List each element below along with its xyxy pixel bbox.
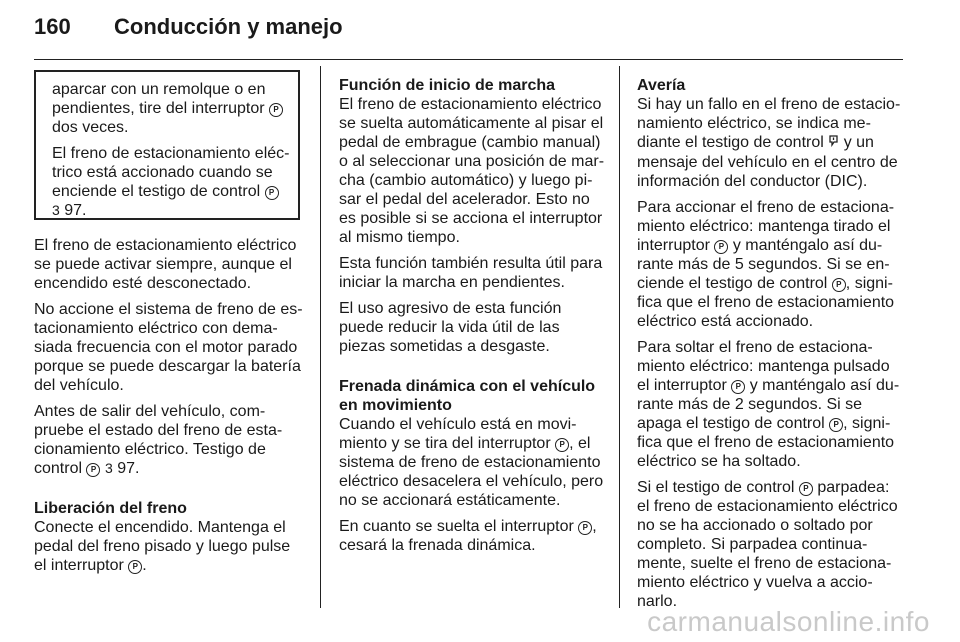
- parking-brake-icon: P: [578, 521, 592, 535]
- page-reference: 97.: [64, 202, 87, 219]
- paragraph: No accione el sistema de freno de estacionamiento eléctrico con demasiada frecuencia con el motor parado porque se puede descargar la batería del vehículo.: [34, 301, 303, 394]
- parking-brake-icon: P: [86, 463, 100, 477]
- parking-brake-icon: P: [832, 278, 846, 292]
- column-3: [637, 76, 905, 618]
- paragraph: Para accionar el freno de estacionamiento eléctrico: mantenga tirado el interruptor P y manténgalo así durante más de 5 segundos. Si se enciende el testigo de control P , significa que el freno de estacionamiento eléctrico está accionado.: [637, 199, 895, 330]
- column-2: [339, 76, 609, 562]
- section-heading: Liberación del freno: [34, 500, 187, 517]
- warning-lamp-icon: [828, 134, 839, 153]
- watermark: carmanualsonline.info: [647, 606, 930, 637]
- section-heading: Frenada dinámica con el vehículo en movimiento: [339, 378, 596, 414]
- paragraph: Si hay un fallo en el freno de estacionamiento eléctrico, se indica mediante el testigo de control y un mensaje del vehículo en el centro de información del conductor (DIC).: [637, 96, 901, 190]
- paragraph: En cuanto se suelta el interruptor P , cesará la frenada dinámica.: [339, 518, 597, 554]
- paragraph: Cuando el vehículo está en movimiento y se tira del interruptor P , el sistema de freno de estacionamiento eléctrico desacelera el vehículo, pero no se accionará estáticamente.: [339, 416, 604, 509]
- parking-brake-icon: P: [265, 186, 279, 200]
- paragraph: Conecte el encendido. Mantenga el pedal del freno pisado y luego pulse el interruptor P .: [34, 519, 291, 574]
- header-rule: [34, 59, 903, 60]
- paragraph: Para soltar el freno de estacionamiento eléctrico: mantenga pulsado el interruptor P y manténgalo así durante más de 2 segundos. Si se apaga el testigo de control P , significa que el freno de estacionamiento eléctrico se ha soltado.: [637, 339, 900, 470]
- section-heading: Función de inicio de marcha: [339, 77, 556, 94]
- page-reference-arrow-icon: 3: [52, 202, 60, 218]
- column-1: [34, 236, 306, 582]
- page-reference: 97.: [117, 460, 140, 477]
- paragraph: El freno de estacionamiento eléctrico se suelta automáticamente al pisar el pedal de embrague (cambio manual) o al seleccionar una posición de marcha (cambio automático) y luego pisar el pedal del acelerador. Esto no es posible si se acciona el interruptor al mismo tiempo.: [339, 96, 605, 246]
- parking-brake-icon: P: [799, 482, 813, 496]
- paragraph: El freno de estacionamiento eléctrico se puede activar siempre, aunque el encendido esté desconectado.: [34, 237, 297, 292]
- section-heading: Avería: [637, 77, 686, 94]
- page-number: 160: [34, 14, 71, 39]
- column-divider: [619, 66, 620, 608]
- note-paragraph: El freno de estacionamiento eléctrico está accionado cuando se enciende el testigo de control P 3 97.: [52, 145, 290, 219]
- paragraph: El uso agresivo de esta función puede reducir la vida útil de las piezas sometidas a desgaste.: [339, 300, 562, 355]
- parking-brake-icon: P: [829, 418, 843, 432]
- page-reference-arrow-icon: 3: [104, 460, 113, 476]
- page-header: [34, 14, 904, 48]
- paragraph: Si el testigo de control P parpadea: el freno de estacionamiento eléctrico no se ha accionado o soltado por completo. Si parpadea continuamente, suelte el freno de estacionamiento eléctrico y vuelva a accionarlo.: [637, 479, 898, 610]
- parking-brake-icon: P: [731, 380, 745, 394]
- page-title: Conducción y manejo: [114, 14, 343, 39]
- parking-brake-icon: P: [269, 103, 283, 117]
- parking-brake-icon: P: [555, 438, 569, 452]
- column-divider: [320, 66, 321, 608]
- parking-brake-icon: P: [714, 240, 728, 254]
- note-box: [34, 70, 300, 220]
- paragraph: Esta función también resulta útil para iniciar la marcha en pendientes.: [339, 255, 603, 291]
- note-paragraph: aparcar con un remolque o en pendientes, tire del interruptor P dos veces.: [52, 80, 298, 137]
- parking-brake-icon: P: [128, 560, 142, 574]
- paragraph: Antes de salir del vehículo, compruebe el estado del freno de estacionamiento eléctrico. Testigo de control P 3 97.: [34, 403, 283, 477]
